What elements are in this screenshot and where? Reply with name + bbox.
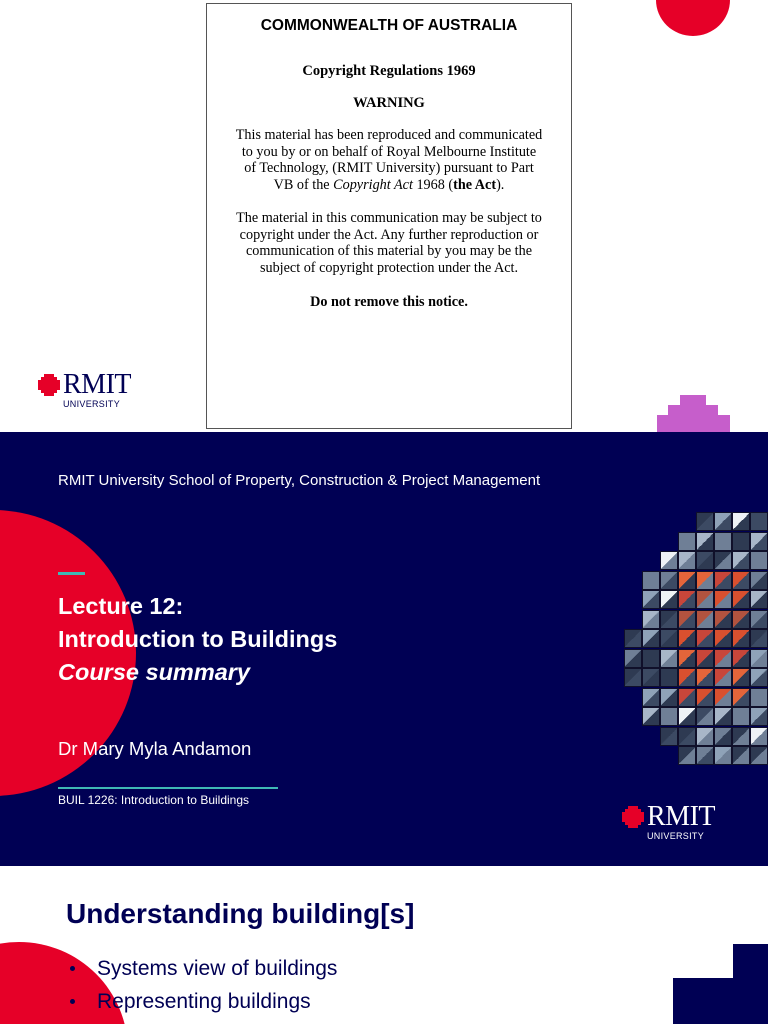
notice-heading: COMMONWEALTH OF AUSTRALIA (260, 17, 518, 34)
notice-p1-prefix: VB of the (273, 176, 334, 193)
facade-panel (696, 668, 714, 687)
facade-panel (678, 649, 696, 668)
facade-panel (660, 727, 678, 746)
facade-panel (660, 668, 678, 687)
facade-panel (714, 727, 732, 746)
facade-panel (642, 707, 660, 726)
notice-act-year: 1968 ( (412, 176, 454, 193)
facade-panel (660, 590, 678, 609)
slide-content (0, 866, 768, 1024)
accent-dash (58, 572, 85, 575)
decorative-red-circle (656, 0, 730, 36)
facade-panel (732, 590, 750, 609)
facade-panel (678, 707, 696, 726)
facade-panel (678, 668, 696, 687)
rmit-university-label: UNIVERSITY (63, 399, 121, 409)
facade-panel (750, 649, 768, 668)
facade-panel (642, 610, 660, 629)
facade-panel (732, 512, 750, 531)
facade-panel (678, 629, 696, 648)
facade-panel (642, 571, 660, 590)
facade-panel (732, 668, 750, 687)
facade-panel (660, 629, 678, 648)
list-item (70, 952, 337, 985)
notice-act-name: Copyright Act (333, 176, 413, 193)
facade-panel (732, 746, 750, 765)
notice-p1-line: to you by or on behalf of Royal Melbourne Institute (241, 143, 537, 160)
facade-panel (750, 551, 768, 570)
facade-panel (642, 668, 660, 687)
facade-panel (678, 688, 696, 707)
facade-panel (696, 551, 714, 570)
facade-panel (732, 610, 750, 629)
facade-panel (696, 590, 714, 609)
facade-panel (642, 629, 660, 648)
facade-panel (624, 649, 642, 668)
facade-panel (714, 571, 732, 590)
notice-warning: WARNING (353, 95, 425, 111)
facade-panel (750, 727, 768, 746)
accent-rule (58, 787, 278, 789)
facade-panel (642, 688, 660, 707)
facade-panel (660, 688, 678, 707)
facade-panel (660, 707, 678, 726)
facade-panel (696, 707, 714, 726)
facade-panel (714, 629, 732, 648)
facade-panel (678, 727, 696, 746)
facade-panel (660, 551, 678, 570)
rmit-pixel-icon (622, 806, 644, 828)
facade-panel (750, 629, 768, 648)
facade-panel (678, 610, 696, 629)
facade-panel (750, 610, 768, 629)
presenter-name: Dr Mary Myla Andamon (58, 738, 252, 759)
facade-panel (732, 727, 750, 746)
facade-panel (660, 571, 678, 590)
facade-panel (624, 668, 642, 687)
facade-panel (714, 610, 732, 629)
facade-panel (750, 590, 768, 609)
facade-panel (696, 727, 714, 746)
lecture-number: Lecture 12: (58, 593, 184, 619)
notice-p1-close: ). (496, 176, 505, 193)
facade-panel (696, 746, 714, 765)
copyright-notice-box (206, 3, 572, 429)
building-facade-image (624, 512, 768, 766)
facade-panel (714, 707, 732, 726)
facade-panel (714, 590, 732, 609)
notice-p2-line: The material in this communication may be subject to (236, 210, 542, 226)
notice-p1-line: This material has been reproduced and communicated (235, 127, 543, 143)
facade-panel (714, 532, 732, 551)
facade-panel (660, 649, 678, 668)
lecture-topic: Introduction to Buildings (58, 626, 338, 652)
facade-panel (714, 551, 732, 570)
facade-panel (696, 649, 714, 668)
notice-p2-line: communication of this material by you may be the (245, 243, 533, 259)
rmit-logo (622, 801, 715, 841)
notice-p2-line: subject of copyright protection under the Act. (259, 259, 519, 276)
bullet-icon (70, 966, 75, 971)
facade-panel (678, 590, 696, 609)
lecture-title (58, 590, 337, 689)
list-item-label: Representing buildings (97, 990, 311, 1013)
facade-panel (714, 649, 732, 668)
list-item-label: Systems view of buildings (97, 957, 338, 980)
facade-panel (696, 512, 714, 531)
facade-panel (750, 668, 768, 687)
list-item (70, 985, 337, 1018)
rmit-wordmark: RMIT (63, 369, 131, 400)
facade-panel (678, 532, 696, 551)
facade-panel (750, 512, 768, 531)
rmit-pixel-icon (38, 374, 60, 396)
facade-panel (714, 688, 732, 707)
facade-panel (714, 746, 732, 765)
rmit-logo (38, 369, 131, 409)
facade-panel (732, 688, 750, 707)
notice-paragraph-2 (207, 210, 571, 276)
facade-panel (750, 571, 768, 590)
facade-panel (696, 629, 714, 648)
notice-p1-line: of Technology, (RMIT University) pursuant to Part (244, 160, 534, 176)
notice-p2-line: copyright under the Act. Any further reproduction or (239, 226, 539, 243)
facade-panel (750, 746, 768, 765)
notice-the-act: the Act (453, 176, 497, 193)
facade-panel (660, 610, 678, 629)
notice-do-not-remove: Do not remove this notice. (310, 294, 468, 310)
facade-panel (678, 571, 696, 590)
facade-panel (696, 610, 714, 629)
facade-panel (714, 512, 732, 531)
facade-panel (750, 688, 768, 707)
facade-panel (696, 571, 714, 590)
notice-paragraph-1 (207, 127, 571, 193)
slide-title (0, 432, 768, 866)
notice-regulations: Copyright Regulations 1969 (302, 63, 476, 79)
course-code: BUIL 1226: Introduction to Buildings (58, 793, 250, 807)
facade-panel (696, 688, 714, 707)
rmit-university-label: UNIVERSITY (647, 831, 705, 841)
facade-panel (714, 668, 732, 687)
facade-panel (732, 629, 750, 648)
bullet-icon (70, 999, 75, 1004)
facade-panel (624, 629, 642, 648)
bullet-list (70, 952, 337, 1018)
facade-panel (732, 571, 750, 590)
facade-panel (642, 590, 660, 609)
facade-panel (732, 532, 750, 551)
facade-panel (732, 551, 750, 570)
rmit-wordmark: RMIT (647, 801, 715, 832)
lecture-subtitle: Course summary (58, 659, 250, 685)
facade-panel (678, 746, 696, 765)
facade-panel (732, 649, 750, 668)
facade-panel (750, 532, 768, 551)
notice-p1-line (207, 177, 571, 194)
facade-panel (642, 649, 660, 668)
facade-panel (696, 532, 714, 551)
facade-panel (732, 707, 750, 726)
slide-copyright-notice (0, 0, 768, 432)
school-name: RMIT University School of Property, Construction & Project Management (58, 472, 541, 489)
facade-panel (750, 707, 768, 726)
slide-heading: Understanding building[s] (66, 898, 415, 929)
facade-panel (678, 551, 696, 570)
